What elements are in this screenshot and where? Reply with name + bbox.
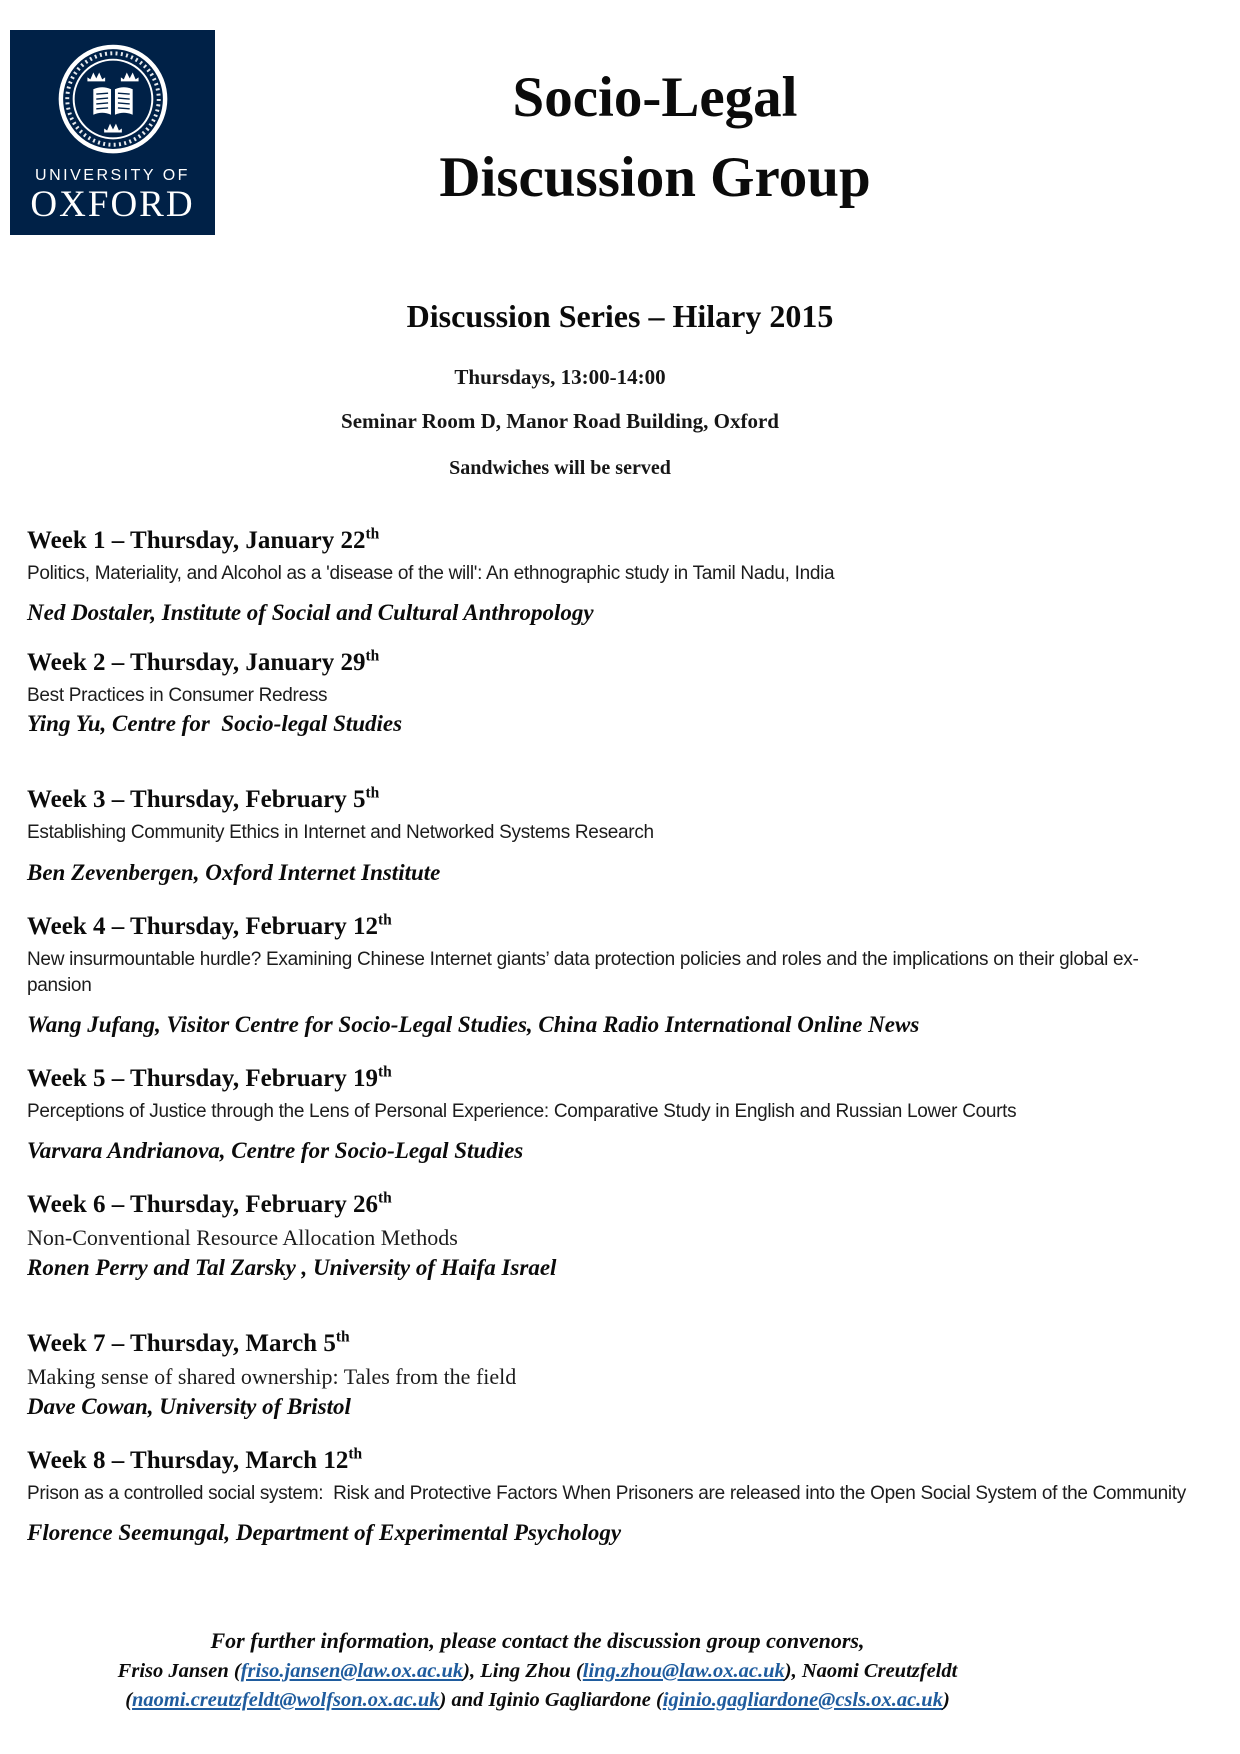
- week-6-ordinal: th: [377, 1189, 392, 1207]
- footer-text: Friso Jansen (: [117, 1659, 241, 1682]
- week-4-topic: [27, 947, 1214, 999]
- email-link-naomi-creutzfeldt[interactable]: naomi.creutzfeldt@wolfson.ox.ac.uk: [132, 1688, 440, 1711]
- week-8-heading: [27, 1446, 1214, 1476]
- oxford-crest-icon: [10, 42, 215, 165]
- week-1-topic: Politics, Materiality, and Alcohol as a 'disease of the will': An ethnographic study in Tamil Nadu, India: [27, 563, 835, 584]
- week-5-topic: Perceptions of Justice through the Lens of Personal Experience: Comparative Study in English and Russian Lower Courts: [27, 1101, 1017, 1123]
- week-4-heading: [27, 912, 1214, 942]
- week-2-block: [27, 648, 1214, 737]
- week-5-ordinal: th: [377, 1063, 392, 1081]
- footer-text: ): [942, 1688, 950, 1711]
- week-3-topic: Establishing Community Ethics in Internet and Networked Systems Research: [27, 822, 654, 844]
- week-3-ordinal: th: [365, 785, 380, 803]
- week-7-block: [27, 1329, 1214, 1420]
- week-5-block: [27, 1064, 1214, 1164]
- week-2-heading-text: Week 2 – Thursday, January 29: [27, 649, 366, 677]
- week-2-heading: [27, 648, 1214, 678]
- header: [0, 0, 1240, 258]
- week-8-topic: Prison as a controlled social system: Risk and Protective Factors When Prisoners are released into the Open Social System of the Community: [27, 1482, 1186, 1504]
- footer-text: ) and Iginio Gagliardone (: [439, 1688, 663, 1711]
- footer-contacts-line2: [0, 1689, 1075, 1712]
- week-1-heading: [27, 526, 1214, 556]
- week-8-speaker: Florence Seemungal, Department of Experimental Psychology: [27, 1519, 622, 1545]
- schedule: [27, 526, 1214, 1546]
- page-title-line2: Discussion Group: [439, 145, 871, 209]
- week-6-heading-text: Week 6 – Thursday, February 26: [27, 1191, 378, 1219]
- email-link-friso-jansen[interactable]: friso.jansen@law.ox.ac.uk: [240, 1659, 464, 1682]
- week-4-block: [27, 912, 1214, 1038]
- week-7-heading: [27, 1329, 1214, 1359]
- week-1-speaker: Ned Dostaler, Institute of Social and Cultural Anthropology: [27, 600, 594, 626]
- week-8-block: [27, 1446, 1214, 1546]
- week-7-speaker: Dave Cowan, University of Bristol: [27, 1393, 351, 1419]
- week-6-block: [27, 1190, 1214, 1281]
- footer-contacts-line1: [0, 1660, 1075, 1683]
- week-1-ordinal: th: [365, 525, 380, 543]
- week-3-heading: [27, 785, 1214, 815]
- week-8-ordinal: th: [348, 1445, 363, 1463]
- week-7-topic: Making sense of shared ownership: Tales from the field: [27, 1363, 517, 1389]
- week-2-speaker: Ying Yu, Centre for Socio-legal Studies: [27, 711, 403, 737]
- logo-university-of: UNIVERSITY OF: [35, 167, 190, 184]
- week-8-heading-text: Week 8 – Thursday, March 12: [27, 1446, 349, 1474]
- week-4-heading-text: Week 4 – Thursday, February 12: [27, 912, 378, 940]
- series-heading: Discussion Series – Hilary 2015: [406, 298, 834, 334]
- week-2-ordinal: th: [365, 647, 380, 665]
- footer-note: For further information, please contact the discussion group convenors,: [210, 1627, 865, 1653]
- page-title: [250, 58, 1060, 218]
- week-4-topic-line1: New insurmountable hurdle? Examining Chinese Internet giants’ data protection policies and roles and the implications on their global ex-: [27, 948, 1139, 970]
- oxford-logo: [10, 30, 215, 235]
- week-5-heading: [27, 1064, 1214, 1094]
- week-1-heading-text: Week 1 – Thursday, January 22: [27, 527, 366, 554]
- week-6-topic: Non-Conventional Resource Allocation Methods: [27, 1225, 458, 1251]
- week-4-topic-line2: pansion: [27, 974, 92, 996]
- series-time: Thursdays, 13:00-14:00: [454, 365, 666, 389]
- week-6-heading: [27, 1190, 1214, 1220]
- footer-text: ), Ling Zhou (: [463, 1659, 583, 1682]
- series-location: Seminar Room D, Manor Road Building, Oxford: [341, 409, 779, 433]
- week-7-heading-text: Week 7 – Thursday, March 5: [27, 1329, 336, 1357]
- email-link-iginio-gagliardone[interactable]: iginio.gagliardone@csls.ox.ac.uk: [662, 1688, 943, 1711]
- week-4-speaker: Wang Jufang, Visitor Centre for Socio-Legal Studies, China Radio International Online News: [27, 1012, 920, 1038]
- week-4-ordinal: th: [377, 911, 392, 929]
- week-2-topic: Best Practices in Consumer Redress: [27, 685, 328, 707]
- week-6-speaker: Ronen Perry and Tal Zarsky , University of Haifa Israel: [27, 1254, 557, 1280]
- week-1-block: [27, 526, 1214, 626]
- logo-oxford: OXFORD: [30, 184, 195, 225]
- footer-text: (: [125, 1688, 133, 1711]
- week-3-heading-text: Week 3 – Thursday, February 5: [27, 786, 366, 814]
- week-3-block: [27, 785, 1214, 885]
- week-3-speaker: Ben Zevenbergen, Oxford Internet Institute: [27, 859, 441, 885]
- email-link-ling-zhou[interactable]: ling.zhou@law.ox.ac.uk: [582, 1659, 785, 1682]
- page-title-line1: Socio-Legal: [512, 66, 798, 129]
- week-5-heading-text: Week 5 – Thursday, February 19: [27, 1065, 378, 1093]
- series-note: Sandwiches will be served: [449, 457, 671, 479]
- week-7-ordinal: th: [335, 1328, 350, 1346]
- footer-text: ), Naomi Creutzfeldt: [784, 1659, 958, 1682]
- week-5-speaker: Varvara Andrianova, Centre for Socio-Legal Studies: [27, 1138, 524, 1164]
- footer: [0, 1628, 1075, 1712]
